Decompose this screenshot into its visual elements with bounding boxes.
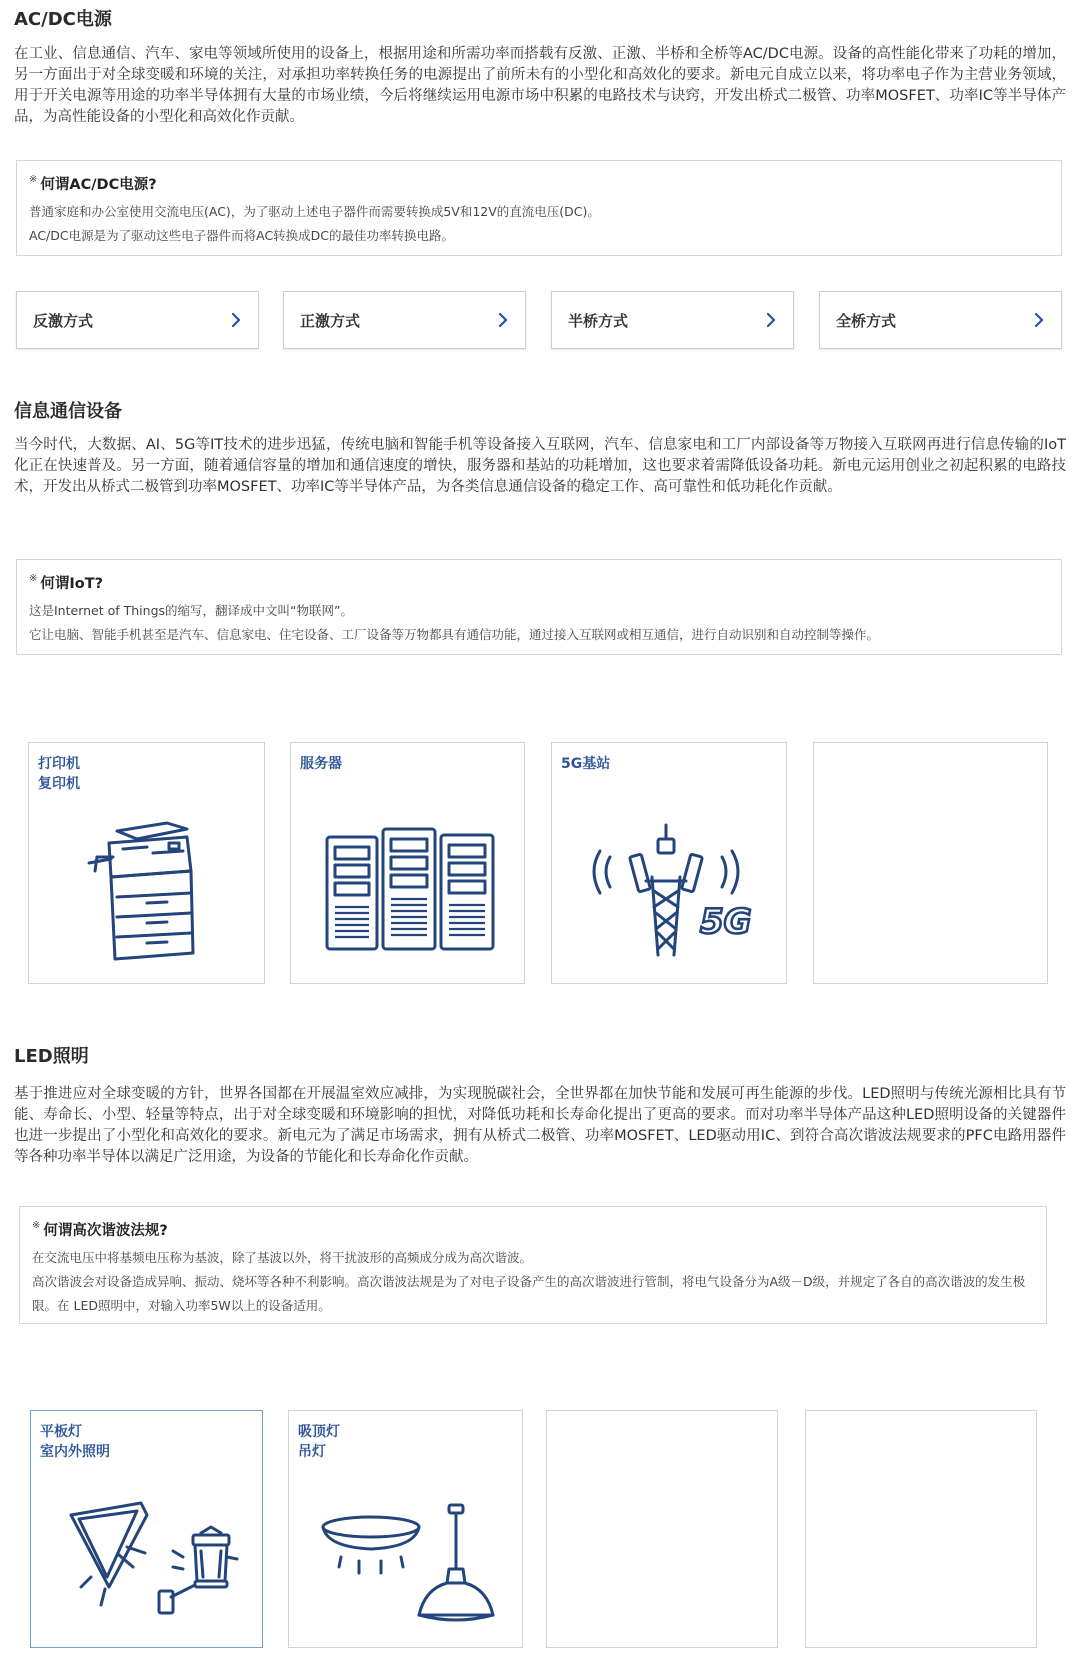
type-card-label: 半桥方式 (568, 311, 629, 330)
note-mark: ※ (29, 174, 38, 185)
note-line: 在交流电压中将基频电压称为基波，除了基波以外，将干扰波形的高频成分成为高次谐波。 (32, 1250, 533, 1265)
svg-text:5G: 5G (700, 902, 752, 942)
tile-label (561, 754, 610, 774)
section-title-acdc: AC/DC电源 (14, 9, 112, 30)
tile-label-line: 5G基站 (561, 756, 611, 772)
panel-light-icon (61, 1497, 241, 1627)
tile-label-line: 打印机 (38, 756, 80, 772)
tile-label-line: 室内外照明 (40, 1444, 110, 1460)
paragraph-led: 基于推进应对全球变暖的方针，世界各国都在开展温室效应减排，为实现脱碳社会，全世界都在加快节能和发展可再生能源的步伐。LED照明与传统光源相比具有节能、寿命长、小型、轻量等特点，出于对全球变暖和环境影响的担忧，对降低功耗和长寿命化提出了更高的要求。而对功率半导体产品这种LED照明设备的关键器件也进一步提出了小型化和高效化的要求。新电元为了满足市场需求，拥有从桥式二极管、功率MOSFET、LED驱动用IC、到符合高次谐波法规要求的PFC电路用器件等各种功率半导体以满足广泛用途，为设备的节能化和长寿命化作贡献。 (14, 1086, 1066, 1165)
paragraph-acdc: 在工业、信息通信、汽车、家电等领域所使用的设备上，根据用途和所需功率而搭载有反激、正激、半桥和全桥等AC/DC电源。设备的高性能化带来了功耗的增加，另一方面出于对全球变暖和环境的关注，对承担功率转换任务的电源提出了前所未有的小型化和高效化的要求。新电元自成立以来，将功率电子作为主营业务领域，用于开关电源等用途的功率半导体拥有大量的市场业绩，今后将继续运用电源市场中积累的电路技术与诀窍，开发出桥式二极管、功率MOSFET、功率IC等半导体产品，为高性能设备的小型化和高效化作贡献。 (14, 46, 1066, 125)
note-title-ict (29, 572, 1049, 593)
app-tile-server[interactable] (290, 742, 525, 984)
chevron-right-icon (1033, 312, 1045, 328)
note-acdc (16, 160, 1062, 256)
app-tile-ceiling-pendant-light[interactable] (288, 1410, 523, 1648)
app-tile-empty (805, 1410, 1037, 1648)
tile-label (298, 1422, 340, 1462)
type-card-full-bridge[interactable] (819, 291, 1062, 349)
note-title-text: 何谓IoT? (40, 576, 104, 592)
tile-label-line: 吸顶灯 (298, 1424, 340, 1440)
chevron-right-icon (230, 312, 242, 328)
type-card-label: 反激方式 (33, 311, 94, 330)
note-line: 它让电脑、智能手机甚至是汽车、信息家电、住宅设备、工厂设备等万物都具有通信功能，通过接入互联网或相互通信，进行自动识别和自动控制等操作。 (29, 627, 880, 642)
app-tile-empty (546, 1410, 778, 1648)
printer-copier-icon (87, 813, 217, 963)
app-tile-panel-light[interactable] (30, 1410, 263, 1648)
app-tile-5g-base-station[interactable] (551, 742, 787, 984)
type-card-label: 正激方式 (300, 311, 361, 330)
tile-label-line: 服务器 (300, 756, 342, 772)
tile-label-line: 吊灯 (298, 1444, 326, 1460)
note-line: 这是Internet of Things的缩写，翻译成中文叫“物联网”。 (29, 603, 353, 618)
note-title-acdc (29, 173, 1049, 194)
note-title-text: 何谓AC/DC电源? (40, 177, 157, 193)
note-title-led (32, 1219, 1034, 1240)
note-ict (16, 559, 1062, 655)
section-title-led: LED照明 (14, 1046, 89, 1067)
app-tile-empty (813, 742, 1048, 984)
tile-label (38, 754, 80, 794)
note-line: AC/DC电源是为了驱动这些电子器件而将AC转换成DC的最佳功率转换电路。 (29, 228, 455, 243)
tile-label (40, 1422, 110, 1462)
note-line: 普通家庭和办公室使用交流电压(AC)，为了驱动上述电子器件而需要转换成5V和12V的直流电压(DC)。 (29, 204, 600, 219)
type-card-forward[interactable] (283, 291, 526, 349)
note-mark: ※ (32, 1220, 41, 1231)
app-tile-printer-copier[interactable] (28, 742, 265, 984)
chevron-right-icon (765, 312, 777, 328)
note-mark: ※ (29, 573, 38, 584)
tile-label (300, 754, 342, 774)
base-station-5g-icon (582, 821, 758, 961)
paragraph-ict: 当今时代，大数据、AI、5G等IT技术的进步迅猛，传统电脑和智能手机等设备接入互联网，汽车、信息家电和工厂内部设备等万物接入互联网再进行信息传输的IoT化正在快速普及。另一方面，随着通信容量的增加和通信速度的增快，服务器和基站的功耗增加，这也要求着需降低设备功耗。新电元运用创业之初起积累的电路技术，开发出从桥式二极管到功率MOSFET、功率IC等半导体产品，为各类信息通信设备的稳定工作、高可靠性和低功耗化作贡献。 (14, 437, 1066, 495)
type-card-label: 全桥方式 (836, 311, 897, 330)
ceiling-pendant-light-icon (319, 1503, 499, 1629)
note-title-text: 何谓高次谐波法规? (43, 1223, 168, 1239)
tile-label-line: 复印机 (38, 776, 80, 792)
section-title-ict: 信息通信设备 (14, 401, 122, 422)
server-rack-icon (321, 821, 501, 956)
note-led (19, 1206, 1047, 1324)
tile-label-line: 平板灯 (40, 1424, 82, 1440)
type-card-flyback[interactable] (16, 291, 259, 349)
note-line: 高次谐波会对设备造成异响、振动、烧坏等各种不利影响。高次谐波法规是为了对电子设备产生的高次谐波进行管制，将电气设备分为A级－D级，并规定了各自的高次谐波的发生极限。在 LED照明中，对输入功率5W以上的设备适用。 (32, 1274, 1026, 1313)
type-card-half-bridge[interactable] (551, 291, 794, 349)
chevron-right-icon (497, 312, 509, 328)
